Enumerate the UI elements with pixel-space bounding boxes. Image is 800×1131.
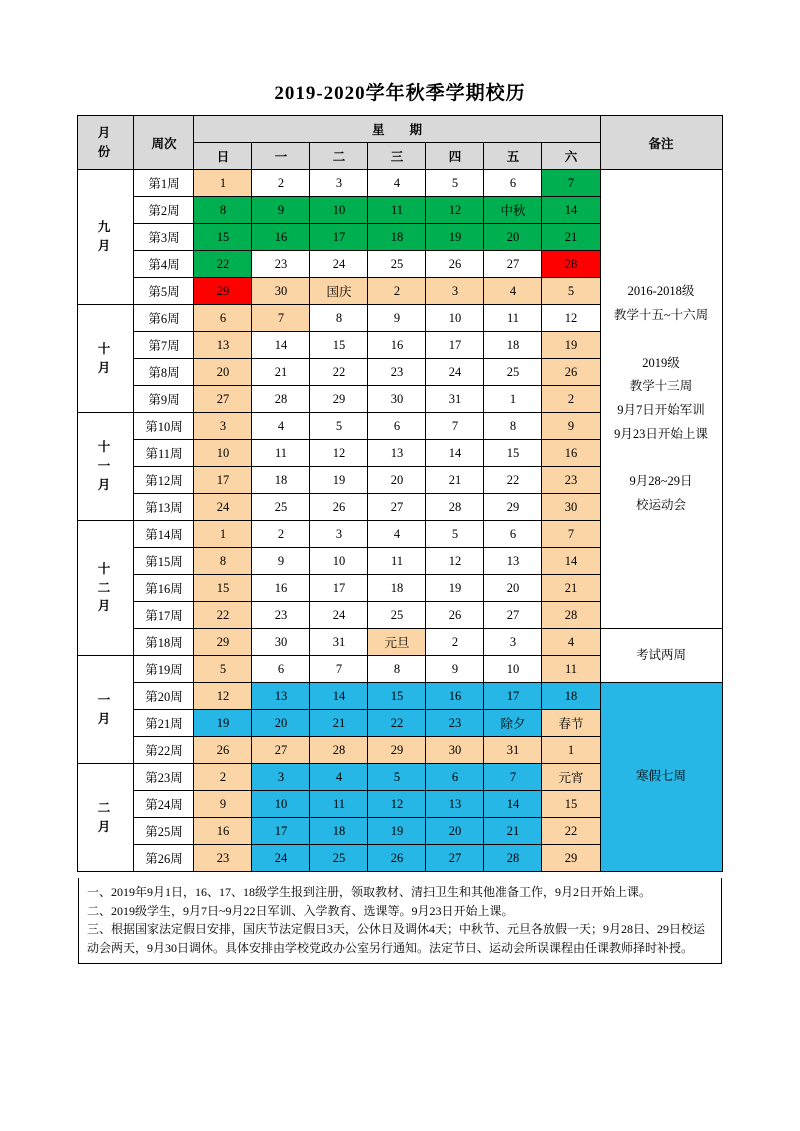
day-cell: 26 [542, 359, 600, 386]
header-day-wed: 三 [368, 143, 426, 170]
day-cell: 16 [194, 818, 252, 845]
day-cell: 25 [484, 359, 542, 386]
day-cell: 5 [310, 413, 368, 440]
header-weekday-group: 星 期 [194, 116, 600, 143]
day-cell: 除夕 [484, 710, 542, 737]
week-label: 第25周 [134, 818, 194, 845]
day-cell: 29 [310, 386, 368, 413]
day-cell: 15 [194, 224, 252, 251]
day-cell: 8 [484, 413, 542, 440]
table-row [78, 629, 722, 656]
week-label: 第17周 [134, 602, 194, 629]
day-cell: 17 [310, 224, 368, 251]
day-cell: 24 [310, 251, 368, 278]
table-body [78, 170, 722, 872]
day-cell: 春节 [542, 710, 600, 737]
day-cell: 23 [542, 467, 600, 494]
footnotes [78, 878, 722, 964]
day-cell: 12 [310, 440, 368, 467]
month-label: 九 月 [78, 170, 134, 305]
day-cell: 28 [542, 251, 600, 278]
day-cell: 7 [542, 170, 600, 197]
day-cell: 1 [194, 170, 252, 197]
day-cell: 29 [368, 737, 426, 764]
week-label: 第16周 [134, 575, 194, 602]
day-cell: 13 [484, 548, 542, 575]
day-cell: 22 [310, 359, 368, 386]
month-label: 十 一 月 [78, 413, 134, 521]
day-cell: 3 [252, 764, 310, 791]
week-label: 第14周 [134, 521, 194, 548]
day-cell: 9 [426, 656, 484, 683]
day-cell: 8 [194, 197, 252, 224]
day-cell: 19 [426, 575, 484, 602]
day-cell: 27 [368, 494, 426, 521]
day-cell: 17 [426, 332, 484, 359]
day-cell: 6 [426, 764, 484, 791]
day-cell: 17 [252, 818, 310, 845]
day-cell: 10 [194, 440, 252, 467]
week-label: 第11周 [134, 440, 194, 467]
day-cell: 19 [194, 710, 252, 737]
day-cell: 14 [542, 197, 600, 224]
day-cell: 20 [194, 359, 252, 386]
day-cell: 3 [484, 629, 542, 656]
day-cell: 30 [426, 737, 484, 764]
day-cell: 4 [252, 413, 310, 440]
day-cell: 19 [310, 467, 368, 494]
day-cell: 19 [368, 818, 426, 845]
day-cell: 4 [368, 170, 426, 197]
day-cell: 元宵 [542, 764, 600, 791]
day-cell: 5 [542, 278, 600, 305]
day-cell: 4 [310, 764, 368, 791]
day-cell: 27 [252, 737, 310, 764]
week-label: 第23周 [134, 764, 194, 791]
day-cell: 4 [542, 629, 600, 656]
table-row [78, 170, 722, 197]
day-cell: 14 [542, 548, 600, 575]
day-cell: 24 [310, 602, 368, 629]
table-header [78, 116, 722, 170]
day-cell: 中秋 [484, 197, 542, 224]
day-cell: 21 [252, 359, 310, 386]
day-cell: 20 [252, 710, 310, 737]
day-cell: 3 [426, 278, 484, 305]
day-cell: 2 [252, 170, 310, 197]
day-cell: 4 [368, 521, 426, 548]
day-cell: 26 [426, 251, 484, 278]
day-cell: 2 [252, 521, 310, 548]
day-cell: 15 [194, 575, 252, 602]
day-cell: 9 [194, 791, 252, 818]
day-cell: 16 [426, 683, 484, 710]
day-cell: 17 [194, 467, 252, 494]
day-cell: 28 [484, 845, 542, 872]
day-cell: 6 [484, 170, 542, 197]
day-cell: 23 [252, 251, 310, 278]
week-label: 第1周 [134, 170, 194, 197]
day-cell: 23 [368, 359, 426, 386]
day-cell: 11 [542, 656, 600, 683]
day-cell: 30 [368, 386, 426, 413]
day-cell: 17 [484, 683, 542, 710]
week-label: 第3周 [134, 224, 194, 251]
day-cell: 20 [484, 575, 542, 602]
academic-calendar-table [77, 115, 722, 872]
day-cell: 1 [194, 521, 252, 548]
day-cell: 18 [484, 332, 542, 359]
day-cell: 国庆 [310, 278, 368, 305]
day-cell: 23 [426, 710, 484, 737]
day-cell: 15 [368, 683, 426, 710]
day-cell: 1 [542, 737, 600, 764]
day-cell: 26 [194, 737, 252, 764]
week-label: 第8周 [134, 359, 194, 386]
day-cell: 5 [194, 656, 252, 683]
day-cell: 5 [368, 764, 426, 791]
day-cell: 8 [310, 305, 368, 332]
day-cell: 11 [310, 791, 368, 818]
day-cell: 13 [252, 683, 310, 710]
day-cell: 9 [368, 305, 426, 332]
day-cell: 22 [542, 818, 600, 845]
week-label: 第15周 [134, 548, 194, 575]
day-cell: 12 [542, 305, 600, 332]
week-label: 第26周 [134, 845, 194, 872]
day-cell: 28 [426, 494, 484, 521]
footnote-2: 二、2019级学生，9月7日~9月22日军训、入学教育、选课等。9月23日开始上课。 [87, 903, 514, 918]
day-cell: 5 [426, 521, 484, 548]
day-cell: 20 [484, 224, 542, 251]
week-label: 第7周 [134, 332, 194, 359]
day-cell: 18 [368, 224, 426, 251]
month-label: 二 月 [78, 764, 134, 872]
week-label: 第12周 [134, 467, 194, 494]
day-cell: 6 [252, 656, 310, 683]
day-cell: 6 [368, 413, 426, 440]
day-cell: 9 [252, 548, 310, 575]
day-cell: 7 [484, 764, 542, 791]
day-cell: 24 [252, 845, 310, 872]
day-cell: 11 [484, 305, 542, 332]
day-cell: 23 [194, 845, 252, 872]
day-cell: 12 [426, 197, 484, 224]
day-cell: 26 [426, 602, 484, 629]
day-cell: 31 [484, 737, 542, 764]
header-week: 周次 [134, 116, 194, 170]
day-cell: 29 [194, 629, 252, 656]
header-month [78, 116, 134, 170]
day-cell: 18 [368, 575, 426, 602]
week-label: 第9周 [134, 386, 194, 413]
week-label: 第10周 [134, 413, 194, 440]
day-cell: 11 [252, 440, 310, 467]
day-cell: 27 [484, 602, 542, 629]
day-cell: 3 [194, 413, 252, 440]
day-cell: 28 [542, 602, 600, 629]
week-label: 第24周 [134, 791, 194, 818]
day-cell: 22 [194, 251, 252, 278]
day-cell: 21 [542, 224, 600, 251]
day-cell: 14 [484, 791, 542, 818]
day-cell: 29 [484, 494, 542, 521]
day-cell: 2 [542, 386, 600, 413]
day-cell: 25 [368, 602, 426, 629]
day-cell: 28 [310, 737, 368, 764]
week-label: 第20周 [134, 683, 194, 710]
day-cell: 5 [426, 170, 484, 197]
day-cell: 4 [484, 278, 542, 305]
day-cell: 13 [194, 332, 252, 359]
day-cell: 26 [368, 845, 426, 872]
day-cell: 13 [368, 440, 426, 467]
day-cell: 14 [252, 332, 310, 359]
header-day-fri: 五 [484, 143, 542, 170]
day-cell: 21 [310, 710, 368, 737]
header-day-mon: 一 [252, 143, 310, 170]
day-cell: 25 [310, 845, 368, 872]
header-day-sun: 日 [194, 143, 252, 170]
day-cell: 25 [368, 251, 426, 278]
day-cell: 10 [426, 305, 484, 332]
day-cell: 7 [542, 521, 600, 548]
day-cell: 12 [194, 683, 252, 710]
day-cell: 7 [426, 413, 484, 440]
day-cell: 17 [310, 575, 368, 602]
day-cell: 22 [194, 602, 252, 629]
day-cell: 18 [252, 467, 310, 494]
week-label: 第5周 [134, 278, 194, 305]
day-cell: 2 [426, 629, 484, 656]
week-label: 第6周 [134, 305, 194, 332]
day-cell: 2 [194, 764, 252, 791]
day-cell: 11 [368, 548, 426, 575]
header-day-thu: 四 [426, 143, 484, 170]
day-cell: 29 [194, 278, 252, 305]
day-cell: 24 [194, 494, 252, 521]
day-cell: 10 [252, 791, 310, 818]
day-cell: 27 [484, 251, 542, 278]
day-cell: 12 [368, 791, 426, 818]
day-cell: 15 [484, 440, 542, 467]
month-label: 一 月 [78, 656, 134, 764]
day-cell: 7 [310, 656, 368, 683]
day-cell: 30 [252, 278, 310, 305]
day-cell: 16 [252, 575, 310, 602]
day-cell: 1 [484, 386, 542, 413]
day-cell: 10 [310, 548, 368, 575]
day-cell: 20 [426, 818, 484, 845]
week-label: 第4周 [134, 251, 194, 278]
day-cell: 6 [194, 305, 252, 332]
day-cell: 26 [310, 494, 368, 521]
day-cell: 10 [484, 656, 542, 683]
note-cell: 2016-2018级 教学十五~十六周 2019级 教学十三周 9月7日开始军训 9月23日开始上课 9月28~29日 校运动会 [600, 170, 722, 629]
day-cell: 27 [194, 386, 252, 413]
day-cell: 24 [426, 359, 484, 386]
page-title: 2019-2020学年秋季学期校历 [274, 83, 526, 104]
day-cell: 19 [542, 332, 600, 359]
footnote-3: 三、根据国家法定假日安排，国庆节法定假日3天，公休日及调休4天；中秋节、元旦各放假一天；9月28日、29日校运动会两天，9月30日调休。具体安排由学校党政办公室另行通知。法定节日、运动会所误课程由任课教师择时补授。 [87, 922, 706, 955]
day-cell: 9 [542, 413, 600, 440]
week-label: 第22周 [134, 737, 194, 764]
day-cell: 31 [426, 386, 484, 413]
day-cell: 10 [310, 197, 368, 224]
table-row [78, 683, 722, 710]
day-cell: 18 [542, 683, 600, 710]
day-cell: 23 [252, 602, 310, 629]
day-cell: 2 [368, 278, 426, 305]
header-month-line2: 份 [97, 144, 115, 159]
day-cell: 16 [368, 332, 426, 359]
week-label: 第21周 [134, 710, 194, 737]
day-cell: 15 [310, 332, 368, 359]
day-cell: 30 [542, 494, 600, 521]
day-cell: 22 [484, 467, 542, 494]
day-cell: 27 [426, 845, 484, 872]
day-cell: 14 [426, 440, 484, 467]
day-cell: 25 [252, 494, 310, 521]
day-cell: 21 [542, 575, 600, 602]
month-label: 十 二 月 [78, 521, 134, 656]
day-cell: 20 [368, 467, 426, 494]
day-cell: 16 [252, 224, 310, 251]
day-cell: 6 [484, 521, 542, 548]
day-cell: 12 [426, 548, 484, 575]
note-cell: 考试两周 [600, 629, 722, 683]
day-cell: 21 [484, 818, 542, 845]
header-day-tue: 二 [310, 143, 368, 170]
day-cell: 9 [252, 197, 310, 224]
header-day-sat: 六 [542, 143, 600, 170]
day-cell: 16 [542, 440, 600, 467]
day-cell: 8 [368, 656, 426, 683]
day-cell: 28 [252, 386, 310, 413]
week-label: 第19周 [134, 656, 194, 683]
day-cell: 3 [310, 521, 368, 548]
day-cell: 22 [368, 710, 426, 737]
header-note: 备注 [600, 116, 722, 170]
day-cell: 元旦 [368, 629, 426, 656]
week-label: 第2周 [134, 197, 194, 224]
day-cell: 18 [310, 818, 368, 845]
week-label: 第18周 [134, 629, 194, 656]
day-cell: 29 [542, 845, 600, 872]
day-cell: 11 [368, 197, 426, 224]
day-cell: 8 [194, 548, 252, 575]
day-cell: 30 [252, 629, 310, 656]
header-month-line1: 月 [97, 125, 115, 140]
month-label: 十 月 [78, 305, 134, 413]
day-cell: 15 [542, 791, 600, 818]
day-cell: 14 [310, 683, 368, 710]
note-cell: 寒假七周 [600, 683, 722, 872]
day-cell: 7 [252, 305, 310, 332]
week-label: 第13周 [134, 494, 194, 521]
day-cell: 31 [310, 629, 368, 656]
day-cell: 13 [426, 791, 484, 818]
day-cell: 21 [426, 467, 484, 494]
day-cell: 3 [310, 170, 368, 197]
footnote-1: 一、2019年9月1日，16、17、18级学生报到注册，领取教材、清扫卫生和其他准备工作，9月2日开始上课。 [87, 885, 652, 899]
day-cell: 19 [426, 224, 484, 251]
